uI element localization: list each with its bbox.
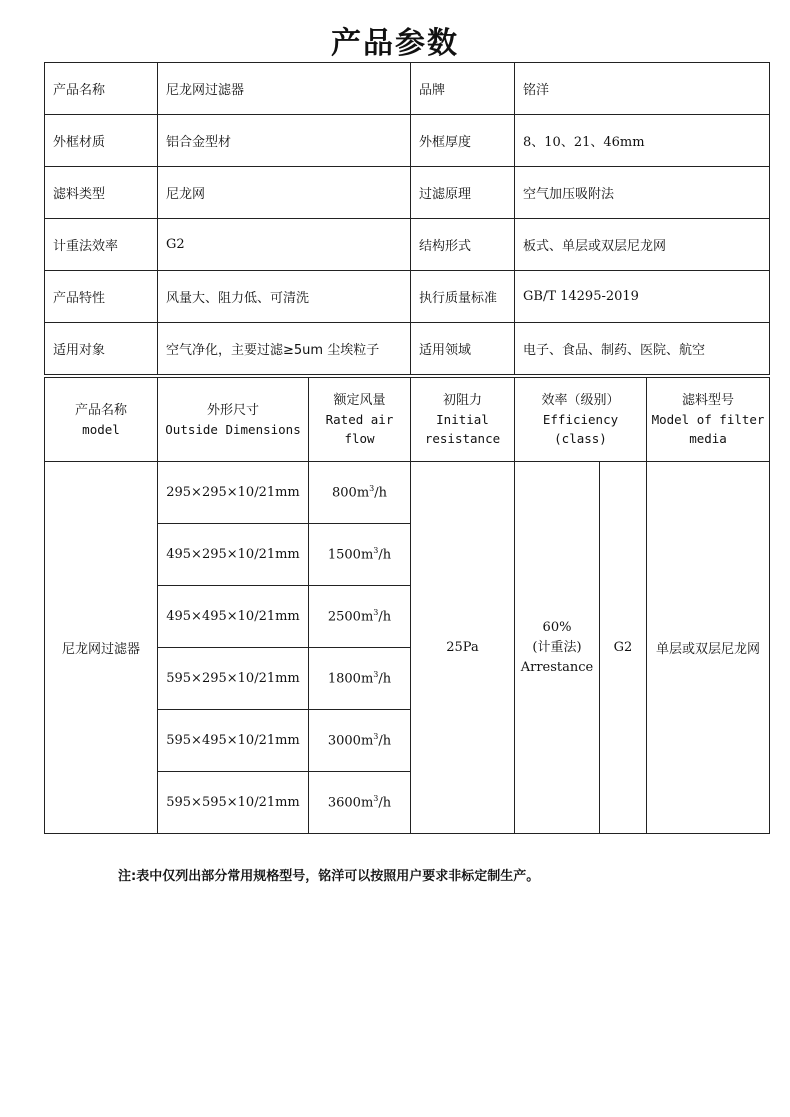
- air-flow-unit-sup: 3: [373, 608, 379, 618]
- air-flow-unit-sup: 3: [369, 484, 375, 494]
- spec-value: 板式、单层或双层尼龙网: [515, 219, 770, 271]
- table-row: [45, 462, 770, 524]
- air-flow-value: 1800m: [327, 671, 374, 687]
- air-flow-cell: [309, 648, 411, 710]
- dimension-cell: 495×495×10/21mm: [158, 586, 309, 648]
- air-flow-unit-sup: 3: [373, 546, 379, 556]
- air-flow-cell: [309, 524, 411, 586]
- air-flow-value: 3600m: [327, 795, 374, 811]
- spec-row: [45, 63, 770, 115]
- spec-value: 8、10、21、46mm: [515, 115, 770, 167]
- spec-label: 外框材质: [45, 115, 158, 167]
- efficiency-text: (计重法): [532, 639, 582, 655]
- header-text: Initial: [436, 412, 489, 427]
- header-resistance: [411, 378, 515, 462]
- header-text: 效率（级别）: [541, 393, 620, 408]
- dimension-cell: 595×595×10/21mm: [158, 772, 309, 834]
- header-text: resistance: [424, 431, 501, 446]
- spec-value: 空气净化，主要过滤≥5um 尘埃粒子: [158, 323, 411, 375]
- spec-label: 执行质量标准: [411, 271, 515, 323]
- air-flow-value: 3000m: [327, 733, 374, 749]
- air-flow-unit-sup: 3: [373, 794, 379, 804]
- header-text: 滤料型号: [682, 393, 735, 408]
- header-air-flow: [309, 378, 411, 462]
- spec-row: [45, 271, 770, 323]
- dimension-cell: 495×295×10/21mm: [158, 524, 309, 586]
- header-dimensions: [158, 378, 309, 462]
- header-text: Model of filter: [651, 412, 765, 427]
- spec-label: 过滤原理: [411, 167, 515, 219]
- header-text: 额定风量: [333, 393, 386, 408]
- header-text: Outside Dimensions: [165, 421, 301, 437]
- air-flow-unit: /h: [378, 609, 392, 625]
- product-name-cell: 尼龙网过滤器: [45, 462, 158, 834]
- dimension-cell: 295×295×10/21mm: [158, 462, 309, 524]
- spec-label: 适用领域: [411, 323, 515, 375]
- spec-label: 产品特性: [45, 271, 158, 323]
- spec-value: G2: [158, 219, 411, 271]
- spec-value: 尼龙网: [158, 167, 411, 219]
- resistance-cell: 25Pa: [411, 462, 515, 834]
- header-media: [647, 378, 770, 462]
- air-flow-unit: /h: [378, 547, 392, 563]
- size-table-header: [45, 378, 770, 462]
- air-flow-unit-sup: 3: [373, 732, 379, 742]
- spec-value: 风量大、阻力低、可清洗: [158, 271, 411, 323]
- footnote: 注:表中仅列出部分常用规格型号，铭洋可以按照用户要求非标定制生产。: [118, 869, 540, 884]
- spec-label: 产品名称: [45, 63, 158, 115]
- spec-value: 电子、食品、制药、医院、航空: [515, 323, 770, 375]
- dimension-cell: 595×495×10/21mm: [158, 710, 309, 772]
- air-flow-unit: /h: [378, 671, 392, 687]
- spec-row: [45, 323, 770, 375]
- header-efficiency: [515, 378, 647, 462]
- spec-value: GB/T 14295-2019: [515, 271, 770, 323]
- spec-table: [44, 62, 770, 375]
- spec-label: 滤料类型: [45, 167, 158, 219]
- air-flow-unit: /h: [374, 485, 387, 501]
- media-cell: 单层或双层尼龙网: [647, 462, 770, 834]
- header-text: model: [82, 421, 120, 437]
- spec-row: [45, 167, 770, 219]
- efficiency-text: Arrestance: [520, 659, 594, 675]
- air-flow-unit: /h: [378, 795, 392, 811]
- spec-value: 尼龙网过滤器: [158, 63, 411, 115]
- header-text: 外形尺寸: [206, 402, 259, 418]
- spec-label: 适用对象: [45, 323, 158, 375]
- spec-label: 结构形式: [411, 219, 515, 271]
- header-text: media: [689, 431, 727, 446]
- air-flow-cell: [309, 710, 411, 772]
- spec-row: [45, 219, 770, 271]
- efficiency-text: 60%: [542, 619, 572, 635]
- air-flow-cell: [309, 462, 411, 524]
- spec-label: 品牌: [411, 63, 515, 115]
- header-product-name: [45, 378, 158, 462]
- air-flow-value: 1500m: [327, 547, 374, 563]
- air-flow-unit-sup: 3: [373, 670, 379, 680]
- air-flow-unit: /h: [378, 733, 392, 749]
- spec-value: 铭洋: [515, 63, 770, 115]
- air-flow-cell: [309, 772, 411, 834]
- air-flow-cell: [309, 586, 411, 648]
- efficiency-cell: [515, 462, 600, 834]
- header-text: Efficiency: [542, 412, 619, 427]
- dimension-cell: 595×295×10/21mm: [158, 648, 309, 710]
- class-cell: G2: [600, 462, 647, 834]
- spec-label: 计重法效率: [45, 219, 158, 271]
- size-table: [44, 377, 770, 834]
- header-text: 产品名称: [74, 402, 127, 418]
- air-flow-value: 2500m: [327, 609, 374, 625]
- air-flow-value: 800m: [332, 485, 370, 501]
- header-text: (class): [554, 431, 607, 446]
- spec-value: 空气加压吸附法: [515, 167, 770, 219]
- header-text: Rated air flow: [325, 412, 394, 446]
- page-title: 产品参数: [331, 26, 459, 61]
- header-text: 初阻力: [442, 393, 482, 408]
- spec-row: [45, 115, 770, 167]
- spec-label: 外框厚度: [411, 115, 515, 167]
- spec-value: 铝合金型材: [158, 115, 411, 167]
